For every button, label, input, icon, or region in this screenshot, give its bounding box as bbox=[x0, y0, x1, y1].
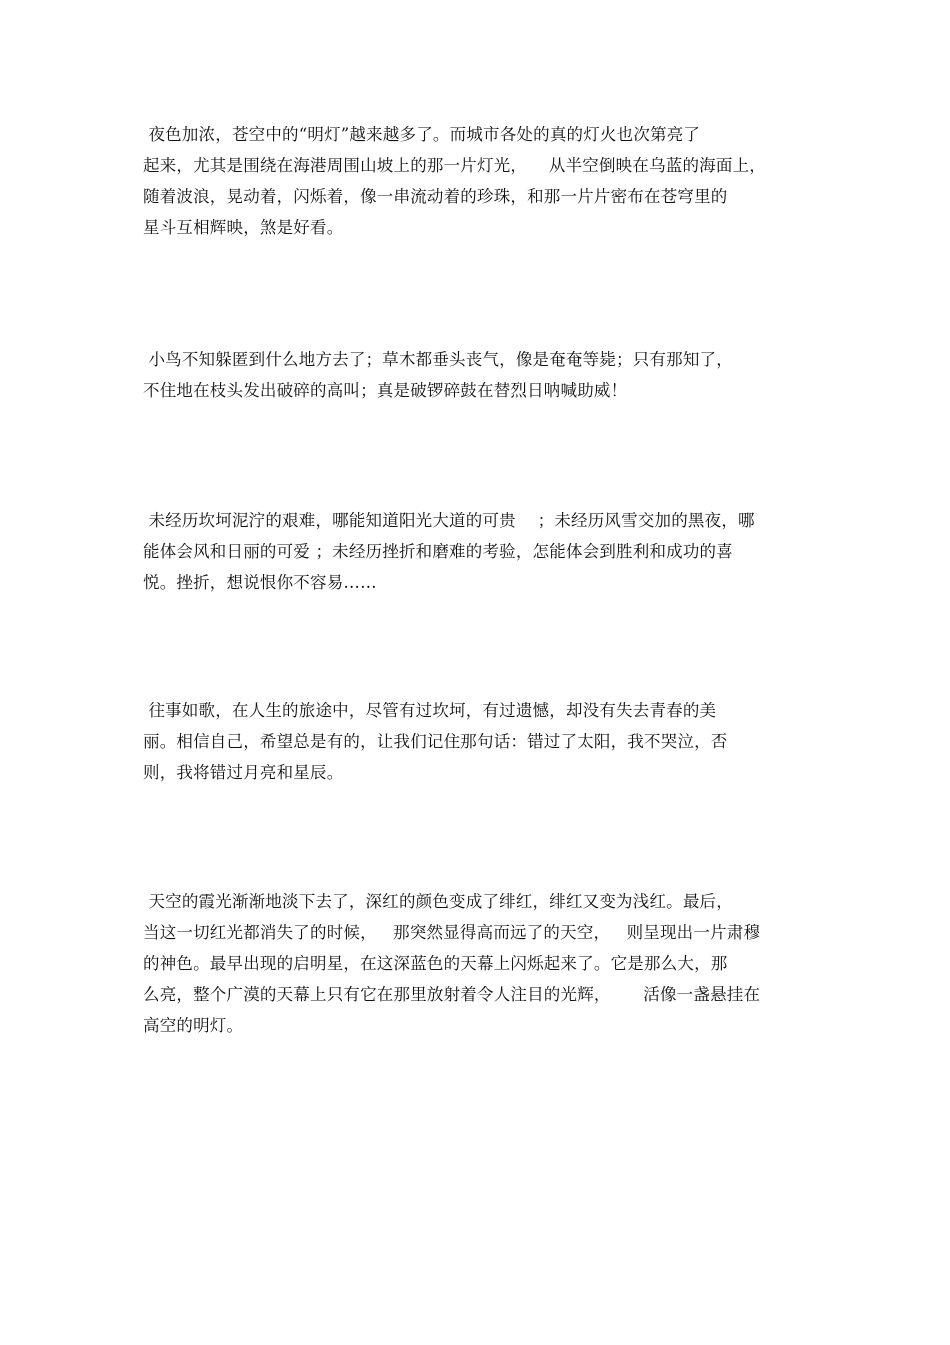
paragraph-past-like-song bbox=[143, 695, 803, 788]
text-line: 夜色加浓，苍空中的“明灯”越来越多了。而城市各处的真的灯火也次第亮了 bbox=[143, 125, 701, 144]
text-line: 能体会风和日丽的可爱 ；未经历挫折和磨难的考验，怎能体会到胜利和成功的喜 bbox=[143, 542, 733, 561]
text-line: 悦。挫折，想说恨你不容易…… bbox=[143, 573, 377, 592]
text-line: 星斗互相辉映，煞是好看。 bbox=[143, 218, 344, 237]
paragraph-night-lights bbox=[143, 119, 803, 243]
paragraph-morning-star bbox=[143, 886, 803, 1041]
text-line: 则，我将错过月亮和星辰。 bbox=[143, 763, 344, 782]
text-line: 起来，尤其是围绕在海港周围山坡上的那一片灯光， 从半空倒映在乌蓝的海面上， bbox=[143, 156, 766, 175]
text-line: 当这一切红光都消失了的时候， 那突然显得高而远了的天空， 则呈现出一片肃穆 bbox=[143, 923, 761, 942]
text-line: 随着波浪，晃动着，闪烁着，像一串流动着的珍珠，和那一片片密布在苍穹里的 bbox=[143, 187, 728, 206]
text-line: 往事如歌，在人生的旅途中，尽管有过坎坷，有过遗憾，却没有失去青春的美 bbox=[143, 701, 717, 720]
text-line: 么亮，整个广漠的天幕上只有它在那里放射着令人注目的光辉， 活像一盏悬挂在 bbox=[143, 985, 761, 1004]
text-line: 的神色。最早出现的启明星，在这深蓝色的天幕上闪烁起来了。它是那么大，那 bbox=[143, 954, 728, 973]
text-line: 高空的明灯。 bbox=[143, 1016, 244, 1035]
paragraph-setbacks bbox=[143, 505, 803, 598]
text-line: 天空的霞光渐渐地淡下去了，深红的颜色变成了绯红，绯红又变为浅红。最后， bbox=[143, 892, 733, 911]
text-line: 丽。相信自己，希望总是有的，让我们记住那句话：错过了太阳，我不哭泣，否 bbox=[143, 732, 728, 751]
text-line: 小鸟不知躲匿到什么地方去了；草木都垂头丧气，像是奄奄等毙；只有那知了， bbox=[143, 350, 733, 369]
text-line: 未经历坎坷泥泞的艰难，哪能知道阳光大道的可贵 ；未经历风雪交加的黑夜，哪 bbox=[143, 511, 755, 530]
text-line: 不住地在枝头发出破碎的高叫；真是破锣碎鼓在替烈日呐喊助威！ bbox=[143, 381, 628, 400]
paragraph-summer-heat bbox=[143, 344, 803, 406]
